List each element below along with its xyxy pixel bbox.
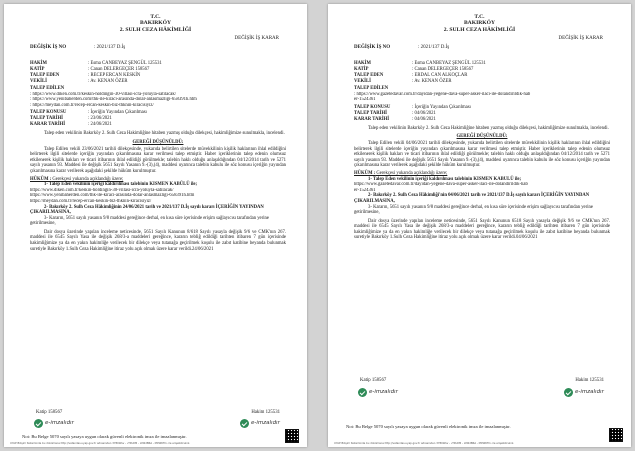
uyap-footer: UYAP Bilişim Sisteminde bu dokümana http://vatandas.uyap.gov.tr adresinden 3780Wsv - «TPuDM - LM4dBRA - M0W6TC» ile erişebilirsiniz. (10, 442, 191, 445)
document-body (354, 61, 610, 241)
hukum-url: https://www.diken.com.tr/keskin-holdingin-30-villasi-icra-yoluyla-satilacak/ (30, 187, 174, 193)
talep-edilen-url: : https://www.yenibaherden.com/thk-ile-kiraci-arasinda-dolar-anlasmazligi-658391h.htm (30, 97, 197, 103)
katip-signature: Katip 158567 (36, 410, 63, 415)
footer-note: Not: Bu Belge 5070 sayılı yasaya uygun olarak güvenli elektronik imza ile imzalanmıştır. (22, 434, 187, 439)
gereg-title: GEREĞİ DÜŞÜNÜLDÜ: (132, 139, 184, 145)
page-right (328, 4, 631, 447)
talep-edilen-label: TALEP EDİLEN (30, 86, 65, 91)
talep-edilen-url: : https://www.gazetedavar.com.tr/dayidan-yegene-dava-super-asker-ilaci-ile-dolandirildik-hab (354, 91, 531, 97)
e-imza-badge: e-imzalıdır (564, 387, 620, 397)
document-body (30, 61, 286, 252)
hukum-item-2: 2- Bakırköy 2. Sulh Ceza Hâkimliği'nin 04/06/2021 tarih ve 2021/137 D.İş sayılı kararı İÇERİĞİN YAYINDAN ÇIKARILMASINA, (354, 193, 590, 204)
hukum-item-1: 1- Talep Eden vekilinin içeriği kaldırılması talebinin KISMEN KABÜLÜ ile; (44, 182, 198, 188)
field-talep-tarihi: TALEP TARİHİ : 04/06/2021 (354, 110, 436, 116)
hukum-item-3: 3- Kararın, 5651 sayılı yasanın 9/8 maddesi gereğince derhal, en kısa süre içerisinde erişim sağlayıcısı tarafından yerine getirilmesine, (30, 215, 269, 227)
qr-code-icon (609, 428, 623, 442)
talep-edilen-label: TALEP EDİLEN (354, 86, 389, 91)
e-imza-badge: e-imzalıdır (34, 418, 90, 428)
field-karar-tarihi: KARAR TARİHİ : 24/06/2021 (30, 122, 112, 128)
talep-edilen-url: : https://meydan.com.tr/recep-ercan-keskin-biz-thknin-kiracisiyiz/ (30, 102, 154, 108)
hakim-signature: Hakim 125531 (575, 378, 604, 383)
header-bakirkoy: BAKIRKÖY (139, 20, 172, 27)
esas-row (30, 45, 280, 50)
esas-label: DEĞİŞİK İŞ NO (354, 45, 391, 50)
header-bakirkoy: BAKIRKÖY (463, 20, 496, 27)
katip-signature: Katip 158567 (360, 378, 387, 383)
header-court: 2. SULH CEZA HÂKİMLİĞİ (443, 26, 516, 33)
field-katip: KATİP : Canan DELERGEÇER 158567 (354, 67, 474, 72)
header-tc: T.C. (474, 14, 485, 20)
field-vekili: VEKİLİ : Av. KENAN ÖZER (354, 79, 452, 84)
e-signature-icon (240, 419, 249, 428)
hukum-item-2: 2- Bakırköy 2. Sulh Ceza Hâkimliğinin 24/06/2021 tarih ve 2021/137 D.İş sayılı kararı İÇERİĞİN YAYINDAN ÇIKARILMASINA, (30, 204, 264, 216)
field-hakim: HAKİM : Esma CANBEYAZ ŞENGÜL 125531 (354, 61, 486, 66)
field-talep-eden: TALEP EDEN : ERDAL CAN ALKOÇLAR (354, 73, 468, 78)
hukum-url: https://meydan.com.tr/recep-ercan-keskin-biz-thknin-kiracisiyiz/ (30, 198, 152, 204)
intro-paragraph: Talep eden vekilinin Bakırköy 2. Sulh Ceza Hakimliğine hitaben yazmış olduğu dilekçesi, hakimliğimize sunulmakla, incelendi. (368, 125, 609, 131)
court-header (328, 14, 631, 33)
field-karar-tarihi: KARAR TARİHİ : 04/06/2021 (354, 116, 436, 122)
intro-paragraph: Talep eden vekilinin Bakırköy 2. Sulh Ceza Hakimliğine hitaben yazmış olduğu dilekçesi, hakimliğimize sunulmakla, incelendi. (44, 131, 285, 137)
hukum-url: https://www.yenibaherden.com/thk-ile-kiraci-arasinda-dolar-anlasmazligi-658391h.htm (30, 193, 195, 199)
gereg-paragraph: Talep Edilen vekili 23/06/2021 tarihli dilekçesinde, yukarıda belirtilen sitelerde müvekkilinin kişilik haklarının ihlal edildiğini belirterek ilgili sitelerde içeriğin yayından çıkarılmasına karar verilmesi talep etmiştir. Haber içeriklerinin talep edenin olumsuz etkilenerek kişilik hakları ve ticari itibarının ihlal edildiği görülmekle; talebin haklı olduğu anlaşıldığından 04/12/2014 tarih ve 5271 sayılı yasanın 93. Maddesi ile değişik 5651 Sayılı Yasanın 9.-(3),(4), maddesi uyarınca talebin kabulu ile söz konusu içeriğin yayından çıkarılmasına karar verilerek aşağıdaki şekilde hüküm kurulmuştur. (30, 146, 286, 174)
hukum-url: https://www.gazetedavar.com.tr/dayidan-yegene-dava-super-asker-ilaci-ile-dolandirildik-hab (354, 182, 528, 188)
esas-row (354, 45, 604, 50)
field-hakim: HAKİM : Esma CANBEYAZ ŞENGÜL 125531 (30, 61, 162, 66)
header-court: 2. SULH CEZA HÂKİMLİĞİ (119, 26, 192, 33)
field-talep-eden: TALEP EDEN : RECEP ERCAN KESKİN (30, 73, 141, 78)
e-signature-icon (358, 388, 367, 397)
signature-row (30, 410, 286, 417)
closing-paragraph: Dair dosya üzerinde yapılan inceleme neticesinde, 5651 Sayılı Kanunun 6518 Sayılı yasayla değişik 9/6 ve CMK'nın 267. maddesi ile 6545 Sayılı Yasa ile değişik 268/3-a maddeleri gereğince, kararın tebliğ edildiği tarihten itibaren 7 gün içerisinde hakimliğimize ya da en yakın hakimliğe verilecek bir dilekçe veya tutanağa geçirilmek koşulu ile zabıt katibine beyanda bulunmak suretiyle Bakırköy 1.Sulh Ceza Hakimliğine itiraz yolu açık olmak üzere karar verildi.04/06/2021 (354, 218, 610, 241)
field-talep-konusu: TALEP KONUSU : İçeriğin Yayından Çıkarılması (354, 104, 471, 110)
gereg-title: GEREĞİ DÜŞÜNÜLDÜ: (456, 134, 508, 140)
gereg-paragraph: Talep Edilen vekili 04/06/2021 tarihli dilekçesinde, yukarıda belirtilen sitelerde müvekkilinin kişilik haklarının ihlal edildiğini belirterek ilgili sitelerde içeriğin yayından çıkarılmasına karar verilmesi talep etmiştir. Haber içeriklerinin talep edenin olumsuz etkilenerek kişilik hakları ve ticari itibarının ihlal edildiği görülmekle; talebin haklı olduğu anlaşıldığından 04/12/2014 tarih ve 5271 sayılı yasanın 93. Maddesi ile değişik 5651 Sayılı Yasanın 9.-(3),(4), maddesi uyarınca talebin kabulu ile söz konusu içeriğin yayından çıkarılmasına karar verilerek aşağıdaki şekilde hüküm kurulmuştur. (354, 140, 610, 169)
hukum-line: HÜKÜM : Gerekçesi yukarıda açıklandığı üzere; (30, 176, 124, 182)
e-imza-badge: e-imzalıdır (240, 418, 296, 428)
uyap-footer: UYAP Bilişim Sisteminde bu dokümana http://vatandas.uyap.gov.tr adresinden 3780Wsv - «TPuDM - LM4dBRA - M0W6TC» ile erişebilirsiniz. (334, 442, 515, 445)
hakim-signature: Hakim 125531 (251, 410, 280, 415)
signature-row (354, 378, 610, 385)
closing-paragraph: Dair dosya üzerinde yapılan inceleme neticesinde, 5651 Sayılı Kanunun 8/618 Sayılı yasayla değişik 9/6 ve CMK'nın 267. maddesi ile 6545 Sayılı Yasa ile değişik 268/3-a maddeleri gereğince, kararın tebliğ edildiği tarihten itibaren 7 gün içerisinde hakimliğimize ya da en yakın hakimliğe verilecek bir dilekçe veya tutanağa geçirilmek koşulu ile zabıt katibine beyanda bulunmak suretiyle Bakırköy 1.Sulh Ceza Hakimliğine itiraz yolu açık olmak üzere karar verildi.24/06/2021 (30, 229, 286, 252)
court-header (4, 14, 307, 33)
page-left (4, 4, 307, 447)
field-katip: KATİP : Canan DELERGEÇER 158567 (30, 67, 150, 72)
qr-code-icon (285, 429, 299, 443)
field-talep-konusu: TALEP KONUSU : İçeriğin Yayından Çıkarılması (30, 110, 147, 116)
e-signature-icon (564, 388, 573, 397)
field-talep-tarihi: TALEP TARİHİ : 23/06/2021 (30, 116, 112, 122)
field-vekili: VEKİLİ : Av. KENAN ÖZER (30, 79, 128, 84)
header-tc: T.C. (150, 14, 161, 20)
talep-edilen-url: : https://www.diken.com.tr/keskin-holdingin-30-villasi-icra-yoluyla-satilacak/ (30, 91, 177, 97)
e-imza-badge: e-imzalıdır (358, 387, 414, 397)
e-signature-icon (34, 419, 43, 428)
esas-value: : 2021/137 D.İş (418, 45, 450, 50)
talep-edilen-url: er-1524361 (354, 97, 376, 103)
hukum-url: er-1524361 (354, 187, 376, 193)
esas-label: DEĞİŞİK İŞ NO (30, 45, 67, 50)
karar-label: DEĞİŞİK İŞ KARAR (234, 36, 279, 41)
esas-value: : 2021/137 D.İş (94, 45, 126, 50)
footer-note: Not: Bu Belge 5070 sayılı yasaya uygun olarak güvenli elektronik imza ile imzalanmıştır. (346, 424, 511, 429)
hukum-item-3: 3- Kararın, 5651 sayılı yasanın 9/8 maddesi gereğince derhal, en kısa süre içerisinde erişim sağlayıcısı tarafından yerine getirilmesine, (354, 204, 593, 216)
hukum-item-1: 1- Talep Eden vekilinin içeriği kaldırılması talebinin KISMEN KABULÜ ile; (368, 176, 522, 182)
hukum-line: HÜKÜM : Gerekçesi yukarıda açıklandığı üzere; (354, 170, 448, 176)
karar-label: DEĞİŞİK İŞ KARAR (558, 36, 603, 41)
